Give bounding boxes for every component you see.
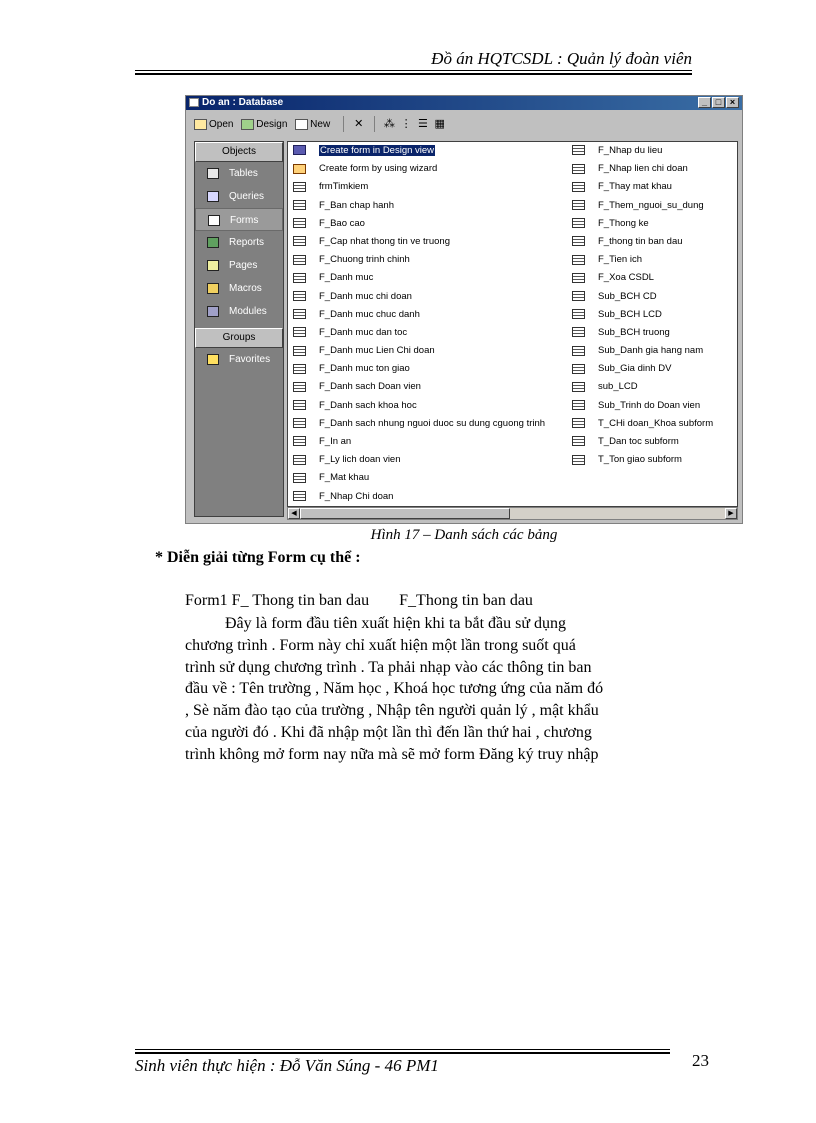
- figure-caption: Hình 17 – Danh sách các bảng: [370, 527, 558, 543]
- sidebar-item-label: Forms: [230, 215, 259, 226]
- database-icon: [189, 98, 199, 107]
- form-icon: [572, 291, 585, 301]
- form-icon: [572, 164, 585, 174]
- list-item[interactable]: [572, 324, 713, 342]
- list-item-label: F_Cap nhat thong tin ve truong: [319, 235, 450, 247]
- sidebar-item-label: Tables: [229, 168, 258, 179]
- groups-header-button[interactable]: Groups: [195, 328, 283, 348]
- sidebar-item-pages[interactable]: [195, 254, 283, 277]
- sidebar-item-label: Queries: [229, 191, 265, 202]
- form-icon: [293, 473, 306, 483]
- window-title: Do an : Database: [202, 97, 284, 108]
- sidebar-item-label: Modules: [229, 306, 267, 317]
- form-icon: [293, 273, 306, 283]
- list-item[interactable]: [572, 397, 713, 415]
- header-rule: [135, 70, 692, 75]
- list-item[interactable]: [572, 215, 713, 233]
- list-item-label: F_Thong ke: [598, 217, 649, 229]
- form-name: Form1 F_ Thong tin ban dau: [185, 592, 370, 609]
- list-item-label: T_CHi doan_Khoa subform: [598, 417, 714, 429]
- list-item[interactable]: [293, 251, 545, 269]
- list-item-label: F_Danh muc Lien Chi doan: [319, 345, 435, 357]
- form-icon: [293, 436, 306, 446]
- form-icon: [293, 182, 306, 192]
- form-icon: [293, 364, 306, 374]
- module-icon: [207, 306, 219, 317]
- list-item-label: Sub_BCH truong: [598, 326, 670, 338]
- paragraph-line: đầu về : Tên trường , Năm học , Khoá học tương ứng của năm đó: [185, 680, 604, 698]
- open-icon: [194, 119, 207, 130]
- list-item-label: F_Thay mat khau: [598, 181, 672, 193]
- list-item-label: Sub_Trinh do Doan vien: [598, 399, 701, 411]
- sidebar-item-favorites[interactable]: [195, 348, 283, 371]
- sidebar-item-forms[interactable]: [195, 208, 283, 231]
- form-icon: [572, 236, 585, 246]
- sidebar-item-label: Reports: [229, 237, 265, 248]
- form-alias: F_Thong tin ban dau: [399, 592, 533, 609]
- form-icon: [572, 436, 585, 446]
- list-item[interactable]: [293, 197, 545, 215]
- sidebar-item-queries[interactable]: [195, 185, 283, 208]
- list-item-label: F_Danh sach nhung nguoi duoc su dung cguong trinh: [319, 417, 546, 429]
- section-heading: * Diễn giải từng Form cụ thể :: [155, 549, 361, 566]
- form-icon: [293, 200, 306, 210]
- form-icon: [293, 309, 306, 319]
- list-item-label: F_Bao cao: [319, 217, 365, 229]
- form-icon: [293, 346, 306, 356]
- list-item-label: F_thong tin ban dau: [598, 235, 683, 247]
- list-item-label: F_Danh muc dan toc: [319, 326, 408, 338]
- list-item[interactable]: [293, 360, 545, 378]
- list-item[interactable]: [572, 433, 713, 451]
- list-item[interactable]: [572, 342, 713, 360]
- scroll-right-icon[interactable]: ▶: [725, 508, 737, 519]
- list-item-label: Create form in Design view: [320, 145, 435, 156]
- list-item-label: F_Chuong trinh chinh: [319, 254, 410, 266]
- minimize-icon[interactable]: _: [698, 97, 711, 108]
- form-icon: [293, 418, 306, 428]
- wizard-icon: [293, 164, 306, 174]
- maximize-icon[interactable]: □: [712, 97, 725, 108]
- form-icon: [293, 291, 306, 301]
- footer-student: Sinh viên thực hiện : Đỗ Văn Súng - 46 PM1: [135, 1056, 439, 1075]
- list-item-label: Sub_Danh gia hang nam: [598, 345, 704, 357]
- sidebar-item-label: Macros: [229, 283, 262, 294]
- list-item-label: sub_LCD: [598, 381, 638, 393]
- list-item-label: Create form by using wizard: [319, 163, 438, 175]
- list-item-label: T_Dan toc subform: [598, 436, 679, 447]
- list-item[interactable]: [572, 269, 713, 287]
- list-item-label: F_In an: [319, 436, 352, 447]
- list-item-label: F_Danh muc chuc danh: [319, 308, 420, 320]
- page-icon: [207, 260, 219, 271]
- design-button[interactable]: Design: [241, 113, 287, 137]
- report-icon: [207, 237, 219, 248]
- form-icon: [293, 491, 306, 501]
- list-view-icon[interactable]: ☰: [417, 118, 428, 130]
- list-item[interactable]: [572, 233, 713, 251]
- list-item[interactable]: [572, 306, 713, 324]
- sidebar-item-reports[interactable]: [195, 231, 283, 254]
- paragraph-line: , Sè năm đào tạo của trường , Nhập tên người quản lý , mật khẩu: [185, 702, 599, 720]
- list-item[interactable]: [572, 160, 713, 178]
- horizontal-scrollbar[interactable]: [287, 507, 738, 520]
- list-item[interactable]: [572, 197, 713, 215]
- paragraph-line: trình không mở form nay nữa mà sẽ mở form Đăng ký truy nhập: [185, 745, 599, 763]
- form-icon: [293, 327, 306, 337]
- form-icon: [572, 364, 585, 374]
- objects-bar: [194, 141, 284, 517]
- scroll-thumb[interactable]: [300, 508, 510, 519]
- list-item[interactable]: [293, 415, 545, 433]
- footer-rule: [135, 1049, 670, 1054]
- list-item-label: F_Danh muc: [319, 272, 374, 284]
- paragraph-line: Đây là form đầu tiên xuất hiện khi ta bắt đầu sử dụng: [225, 615, 567, 632]
- list-item-label: F_Danh sach khoa hoc: [319, 399, 417, 411]
- page-header-title: Đồ án HQTCSDL : Quản lý đoàn viên: [431, 49, 692, 68]
- sidebar-item-macros[interactable]: [195, 277, 283, 300]
- list-item[interactable]: [293, 269, 545, 287]
- macro-icon: [207, 283, 219, 294]
- close-icon[interactable]: ×: [726, 97, 739, 108]
- form-icon: [572, 400, 585, 410]
- details-view-icon[interactable]: ▦: [434, 118, 445, 130]
- list-item[interactable]: [293, 233, 545, 251]
- paragraph-line: trình sử dụng chương trình . Ta phải nhạp vào các thông tin ban: [185, 658, 592, 676]
- list-item[interactable]: [293, 160, 545, 178]
- sidebar-item-tables[interactable]: [195, 162, 283, 185]
- form-title-line: [185, 592, 533, 610]
- list-item-label: F_Nhap du lieu: [598, 145, 663, 156]
- list-item[interactable]: [293, 342, 545, 360]
- list-item-label: frmTimkiem: [319, 181, 369, 193]
- form-icon: [208, 215, 220, 226]
- list-item-label: F_Them_nguoi_su_dung: [598, 199, 704, 211]
- list-item[interactable]: [572, 451, 713, 469]
- form-icon: [572, 309, 585, 319]
- forms-list: [287, 141, 738, 507]
- scroll-left-icon[interactable]: ◀: [288, 508, 300, 519]
- form-icon: [572, 327, 585, 337]
- list-item[interactable]: [293, 142, 545, 160]
- list-item[interactable]: [293, 215, 545, 233]
- toolbar-separator: [374, 116, 375, 132]
- list-item[interactable]: [572, 288, 713, 306]
- toolbar-separator: [343, 116, 344, 132]
- new-icon: [295, 119, 308, 130]
- list-item-label: F_Xoa CSDL: [598, 272, 654, 284]
- list-item[interactable]: [293, 397, 545, 415]
- form-icon: [572, 382, 585, 392]
- form-icon: [293, 236, 306, 246]
- small-icons-icon[interactable]: ⋮: [400, 118, 412, 130]
- list-item-label: F_Danh sach Doan vien: [319, 381, 421, 393]
- open-button[interactable]: Open: [194, 113, 233, 137]
- form-icon: [293, 400, 306, 410]
- list-item[interactable]: [572, 415, 713, 433]
- list-item-label: F_Mat khau: [319, 472, 370, 484]
- form-icon: [572, 346, 585, 356]
- form-icon: [293, 255, 306, 265]
- form-icon: [572, 200, 585, 210]
- form-icon: [572, 255, 585, 265]
- form-icon: [293, 455, 306, 465]
- list-item-label: F_Danh muc chi doan: [319, 290, 412, 302]
- list-item[interactable]: [572, 378, 713, 396]
- objects-header-button[interactable]: Objects: [195, 142, 283, 162]
- database-window: [185, 95, 743, 524]
- form-icon: [293, 218, 306, 228]
- list-item-label: Sub_BCH LCD: [598, 308, 662, 320]
- query-icon: [207, 191, 219, 202]
- list-item[interactable]: [293, 451, 545, 469]
- design-icon: [241, 119, 254, 130]
- list-item[interactable]: [293, 288, 545, 306]
- list-item-label: F_Nhap lien chi doan: [598, 163, 688, 175]
- list-item-label: F_Nhap Chi doan: [319, 490, 394, 502]
- new-button[interactable]: New: [295, 113, 330, 137]
- form-icon: [572, 145, 585, 155]
- design-view-icon: [293, 145, 306, 155]
- form-icon: [572, 218, 585, 228]
- sidebar-item-label: Favorites: [229, 354, 271, 365]
- form-icon: [572, 418, 585, 428]
- list-item[interactable]: [293, 488, 545, 506]
- form-icon: [293, 382, 306, 392]
- list-item[interactable]: [572, 360, 713, 378]
- list-item[interactable]: [572, 142, 713, 160]
- delete-icon[interactable]: ✕: [354, 118, 364, 130]
- list-item-label: F_Ban chap hanh: [319, 199, 395, 211]
- list-item[interactable]: [293, 178, 545, 196]
- list-item-label: F_Ly lich doan vien: [319, 454, 401, 466]
- list-item[interactable]: [293, 378, 545, 396]
- window-titlebar: [186, 96, 742, 110]
- list-item-label: Sub_BCH CD: [598, 290, 657, 302]
- favorites-icon: [207, 354, 219, 365]
- large-icons-icon[interactable]: ⁂: [383, 118, 395, 130]
- table-icon: [207, 168, 219, 179]
- list-item[interactable]: [572, 178, 713, 196]
- list-item-label: T_Ton giao subform: [598, 454, 682, 466]
- sidebar-item-label: Pages: [229, 260, 258, 271]
- sidebar-item-modules[interactable]: [195, 300, 283, 323]
- list-item-label: Sub_Gia dinh DV: [598, 363, 672, 375]
- list-item[interactable]: [293, 433, 545, 451]
- page-number: 23: [692, 1051, 709, 1070]
- paragraph-line: của người đó . Khi đã nhập một lần thì đến lần thứ hai , chương: [185, 723, 592, 741]
- list-item[interactable]: [293, 324, 545, 342]
- list-item-label: F_Danh muc ton giao: [319, 363, 410, 375]
- list-item[interactable]: [293, 469, 545, 487]
- paragraph-line: chương trình . Form này chỉ xuất hiện một lần trong suốt quá: [185, 636, 576, 654]
- form-icon: [572, 455, 585, 465]
- form-icon: [572, 273, 585, 283]
- window-toolbar: [186, 112, 742, 136]
- list-item-label: F_Tien ich: [598, 254, 642, 266]
- form-icon: [572, 182, 585, 192]
- list-item[interactable]: [572, 251, 713, 269]
- description-paragraph: [185, 613, 705, 766]
- list-item[interactable]: [293, 306, 545, 324]
